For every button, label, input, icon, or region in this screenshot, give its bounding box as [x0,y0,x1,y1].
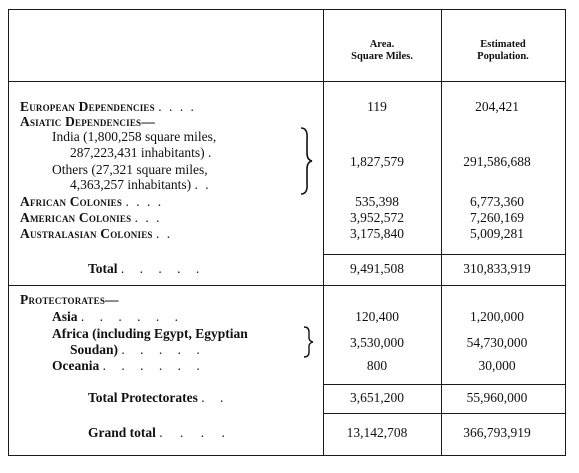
row-label: Grand total [88,425,156,440]
row-label: American Colonies [20,210,132,225]
asiatic-area: 1,827,579 [350,154,404,169]
total-area: 9,491,508 [350,261,404,276]
row-label: Oceania [52,358,100,373]
row-asia [52,309,184,324]
leader-dots: . . . . . . [80,309,185,324]
asia-area: 120,400 [355,309,399,324]
row-label: African Colonies [20,194,123,209]
row-oceania [52,358,206,373]
row-label: 287,223,431 inhabitants) [70,145,205,160]
leader-dots: . . . . . [120,261,206,276]
row-asiatic-dependencies: Asiatic Dependencies— [20,114,155,129]
row-label: 4,363,257 inhabitants) [70,177,192,192]
brace-icon [302,326,314,358]
africa-area: 3,530,000 [350,335,404,350]
leader-dots: . . [201,390,230,405]
row-india-line2 [70,145,213,160]
leader-dots: . . . . . [121,342,206,357]
grand-total-area: 13,142,708 [346,425,408,440]
african-area: 535,398 [355,194,399,209]
leader-dots: . . . . [125,194,164,209]
row-others-line2 [70,177,211,192]
header-rule [9,81,565,82]
row-total-protectorates [88,390,229,405]
oceania-population: 30,000 [478,358,516,373]
row-protectorates: Protectorates— [20,292,119,307]
leader-dots: . . [194,177,211,192]
leader-dots: . . [155,226,173,241]
leader-dots: . . . . [159,425,232,440]
row-grand-total [88,425,232,440]
american-area: 3,952,572 [350,210,404,225]
oceania-area: 800 [366,358,388,373]
row-american-colonies [20,210,162,225]
row-label: European Dependencies [20,99,155,114]
row-total [88,261,205,276]
row-label: Australasian Colonies [20,226,153,241]
australasian-area: 3,175,840 [350,226,404,241]
leader-dots: . . . . [158,99,196,114]
leader-dots: . . . [134,210,162,225]
protectorates-total-rule-bottom [323,413,565,414]
protectorates-total-rule-top [323,384,565,385]
africa-population: 54,730,000 [466,335,528,350]
row-others-line1: Others (27,321 square miles, [52,162,208,177]
row-european-dependencies [20,99,196,114]
grand-total-population: 366,793,919 [463,425,531,440]
row-african-colonies [20,194,163,209]
row-label: Total [88,261,118,276]
leader-dots: . [208,145,214,160]
european-population: 204,421 [475,99,519,114]
total-rule-top [323,254,565,255]
european-area: 119 [367,99,387,114]
total-rule-bottom [9,285,565,286]
row-australasian-colonies [20,226,172,241]
total-population: 310,833,919 [463,261,531,276]
population-column-header: Estimated Population. [477,39,529,62]
brace-icon [298,127,314,195]
row-africa-line1: Africa (including Egypt, Egyptian [52,326,248,341]
row-label: Asia [52,309,78,324]
leader-dots: . . . . . . [102,358,206,373]
row-africa-line2 [70,342,206,357]
total-protectorates-area: 3,651,200 [350,390,404,405]
american-population: 7,260,169 [470,210,524,225]
african-population: 6,773,360 [470,194,524,209]
total-protectorates-population: 55,960,000 [466,390,528,405]
row-label: Total Protectorates [88,390,198,405]
asia-population: 1,200,000 [470,309,524,324]
row-label: Soudan) [70,342,119,357]
row-india-line1: India (1,800,258 square miles, [52,129,217,144]
area-column-header: Area. Square Miles. [351,39,413,62]
australasian-population: 5,009,281 [470,226,524,241]
asiatic-population: 291,586,688 [463,154,531,169]
